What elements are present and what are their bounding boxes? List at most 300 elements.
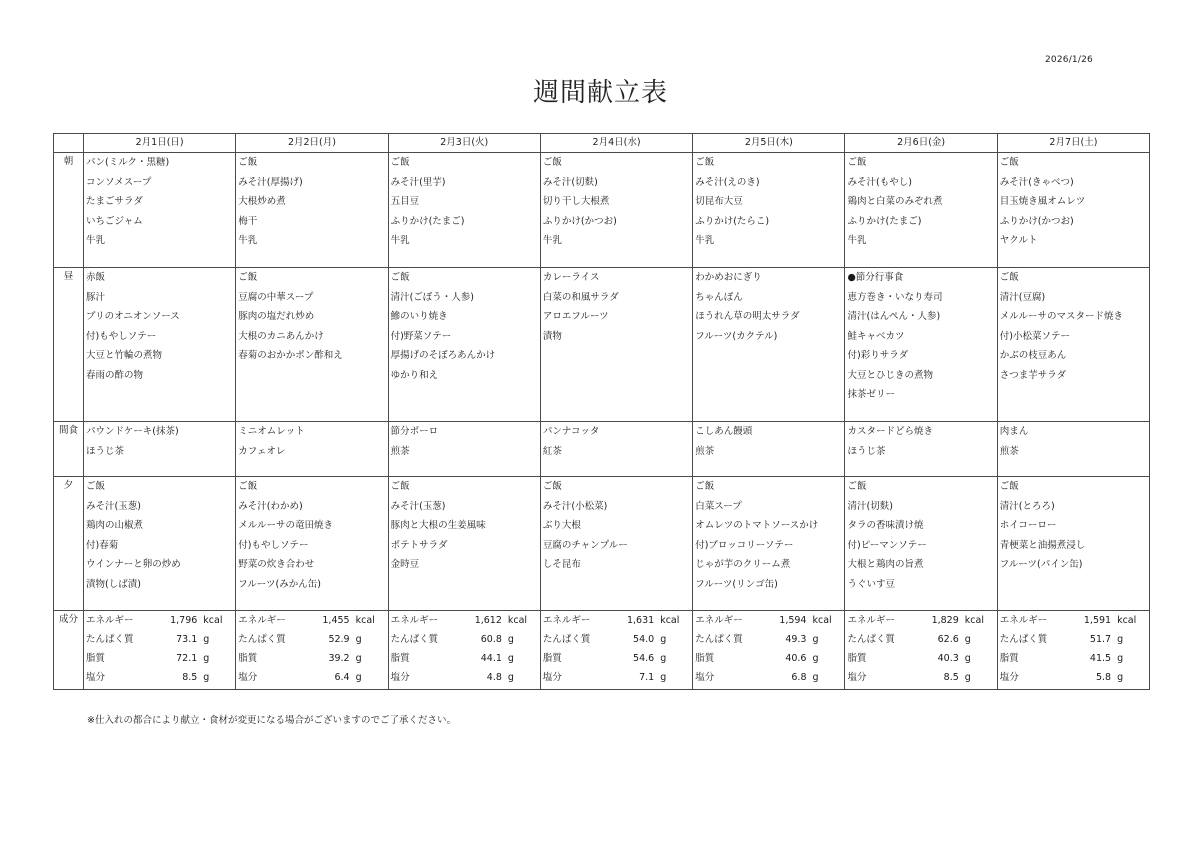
- nutrient-value: 52.9: [328, 634, 350, 645]
- dinner-row: [54, 477, 1150, 611]
- nutrient-value: 7.1: [639, 672, 655, 683]
- nutrient-name: たんぱく質: [390, 634, 439, 645]
- corner-cell: [54, 134, 84, 153]
- nutrient-line: [1000, 632, 1145, 651]
- nutrient-line: [238, 613, 383, 632]
- nutrient-name: 脂質: [86, 653, 106, 664]
- dish-item: 清汁(はんぺん・人参): [847, 311, 941, 322]
- nutrient-unit: g: [355, 653, 362, 664]
- dish-item: ご飯: [86, 481, 106, 492]
- dinner-label: 夕: [54, 477, 84, 611]
- dish-item: 漬物(しば漬): [86, 578, 141, 590]
- dish-item: 青梗菜と油揚煮浸し: [999, 539, 1086, 551]
- dish-item: 清汁(豆腐): [999, 291, 1046, 303]
- nutrient-unit: g: [1117, 634, 1124, 645]
- lunch-cell: [845, 268, 997, 422]
- dish-item: 付)ピーマンソテー: [847, 539, 927, 551]
- footer-note: ※仕入れの都合により献立・食材が変更になる場合がございますのでご了承ください。: [87, 715, 456, 726]
- dish-item: カスタードどら焼き: [847, 426, 933, 437]
- dish-item: ご飯: [999, 272, 1019, 283]
- dish-item: ふりかけ(たまご): [847, 215, 922, 227]
- dish-item: 白菜の和風サラダ: [542, 291, 619, 303]
- dinner-cell: [997, 477, 1149, 611]
- dish-item: ホイコーロー: [999, 520, 1057, 531]
- nutrient-line: [695, 613, 840, 632]
- dish-item: わかめおにぎり: [695, 272, 762, 283]
- nutrient-value: 1,594: [779, 615, 807, 626]
- nutrient-line: [1000, 613, 1145, 632]
- nutrient-line: [847, 670, 992, 689]
- nutrition-cell: [84, 611, 236, 690]
- dish-list: [541, 268, 692, 348]
- dish-item: 牛乳: [542, 235, 562, 246]
- dish-item: 厚揚げのそぼろあんかけ: [390, 350, 496, 361]
- snack-cell: [388, 422, 540, 477]
- dish-item: ほうじ茶: [86, 445, 125, 457]
- dish-item: メルルーサのマスタード焼き: [999, 311, 1124, 322]
- nutrient-line: [86, 613, 231, 632]
- nutrient-line: [695, 651, 840, 670]
- dish-list: [236, 477, 387, 596]
- nutrient-unit: g: [507, 634, 514, 645]
- nutrient-line: [543, 613, 688, 632]
- snack-cell: [84, 422, 236, 477]
- nutrition-row: [54, 611, 1150, 690]
- dish-item: ご飯: [238, 272, 258, 283]
- dish-item: ふりかけ(かつお): [542, 215, 617, 227]
- dish-item: ちゃんぽん: [695, 291, 743, 303]
- dish-item: ご飯: [999, 157, 1019, 168]
- dish-item: ブリのオニオンソース: [86, 311, 180, 322]
- breakfast-cell: [845, 153, 997, 268]
- nutrient-line: [847, 651, 992, 670]
- dish-item: 大根炒め煮: [238, 196, 286, 207]
- dish-item: 野菜の炊き合わせ: [238, 559, 315, 570]
- dish-item: ご飯: [542, 481, 562, 492]
- dish-item: さつま芋サラダ: [999, 369, 1067, 381]
- nutrient-name: エネルギー: [238, 615, 286, 626]
- dish-item: パン(ミルク・黒糖): [86, 157, 170, 168]
- nutrient-line: [543, 632, 688, 651]
- lunch-label: 昼: [54, 268, 84, 422]
- dish-item: ゆかり和え: [390, 369, 439, 381]
- dish-list: [998, 268, 1149, 387]
- nutrient-value: 60.8: [480, 634, 502, 645]
- dish-item: 大根のカニあんかけ: [238, 330, 324, 342]
- breakfast-cell: [388, 153, 540, 268]
- nutrient-name: エネルギー: [695, 615, 743, 626]
- dish-item: 恵方巻き・いなり寿司: [847, 291, 943, 303]
- dish-list: [693, 422, 844, 463]
- nutrient-line: [543, 651, 688, 670]
- dish-item: 付)小松菜ソテー: [999, 330, 1070, 342]
- nutrient-line: [86, 632, 231, 651]
- dish-list: [236, 153, 387, 253]
- nutrient-line: [543, 670, 688, 689]
- dish-item: 付)彩りサラダ: [847, 350, 909, 361]
- nutrient-name: 塩分: [999, 672, 1019, 683]
- snack-cell: [540, 422, 692, 477]
- nutrient-name: 塩分: [847, 672, 867, 683]
- day-header: 2月2日(月): [236, 134, 388, 153]
- weekly-menu-table: [53, 133, 1150, 690]
- nutrient-value: 1,455: [322, 615, 350, 626]
- dish-item: ふりかけ(かつお): [999, 215, 1074, 227]
- dish-item: みそ汁(わかめ): [238, 500, 303, 512]
- dish-item: みそ汁(玉葱): [86, 500, 141, 512]
- nutrition-label: 成分: [54, 611, 84, 690]
- lunch-cell: [997, 268, 1149, 422]
- nutrient-value: 8.5: [943, 672, 959, 683]
- lunch-cell: [388, 268, 540, 422]
- nutrient-value: 5.8: [1095, 672, 1112, 683]
- dish-item: 春雨の酢の物: [86, 369, 144, 381]
- dish-item: カフェオレ: [238, 445, 286, 457]
- dish-item: 白菜スープ: [695, 500, 742, 512]
- dish-item: 煎茶: [999, 445, 1019, 457]
- snack-cell: [693, 422, 845, 477]
- lunch-cell: [693, 268, 845, 422]
- nutrient-name: 塩分: [542, 672, 562, 683]
- dish-item: 金時豆: [390, 559, 420, 570]
- dish-list: [693, 153, 844, 253]
- dish-item: 鶏肉の山椒煮: [86, 520, 144, 531]
- breakfast-cell: [997, 153, 1149, 268]
- dish-item: 牛乳: [695, 235, 715, 246]
- nutrient-unit: g: [812, 672, 819, 683]
- snack-cell: [845, 422, 997, 477]
- dish-list: [389, 153, 540, 253]
- dish-item: ご飯: [390, 272, 410, 283]
- dish-item: ほうじ茶: [847, 445, 886, 457]
- dish-item: みそ汁(もやし): [847, 176, 912, 188]
- nutrient-unit: kcal: [507, 615, 528, 626]
- nutrient-unit: kcal: [355, 615, 375, 626]
- dish-item: ご飯: [390, 157, 410, 168]
- dish-list: [389, 268, 540, 387]
- breakfast-cell: [540, 153, 692, 268]
- nutrient-name: たんぱく質: [695, 634, 743, 645]
- nutrient-unit: g: [964, 634, 971, 645]
- nutrient-value: 1,612: [474, 615, 502, 626]
- nutrient-unit: g: [812, 653, 819, 664]
- nutrient-name: たんぱく質: [86, 634, 134, 645]
- dish-item: ふりかけ(たらこ): [695, 215, 770, 227]
- dish-item: みそ汁(里芋): [390, 176, 446, 188]
- dish-item: 豆腐のチャンプルー: [542, 539, 628, 551]
- nutrient-name: 脂質: [542, 653, 562, 664]
- dish-item: 大豆と竹輪の煮物: [86, 350, 163, 361]
- dish-item: 牛乳: [238, 235, 258, 246]
- dish-item: 大豆とひじきの煮物: [847, 369, 933, 381]
- nutrient-unit: g: [203, 653, 210, 664]
- dish-item: 牛乳: [390, 235, 410, 246]
- nutrient-line: [391, 613, 536, 632]
- snack-cell: [236, 422, 388, 477]
- dish-list: [84, 477, 235, 596]
- nutrient-line: [1000, 670, 1145, 689]
- snack-cell: [997, 422, 1149, 477]
- nutrient-name: 脂質: [999, 653, 1019, 664]
- dish-list: [845, 422, 996, 463]
- nutrient-value: 72.1: [176, 653, 198, 664]
- dish-item: 付)もやしソテー: [238, 539, 309, 551]
- snack-row: [54, 422, 1150, 477]
- dish-item: ご飯: [390, 481, 410, 492]
- dish-item: 切り干し大根煮: [542, 196, 610, 207]
- dish-item: みそ汁(玉葱): [390, 500, 446, 512]
- dish-list: [998, 153, 1149, 253]
- dish-item: しそ昆布: [542, 559, 581, 570]
- dish-list: [84, 153, 235, 253]
- nutrient-line: [391, 670, 536, 689]
- dish-item: ご飯: [847, 481, 867, 492]
- dish-item: パンナコッタ: [542, 426, 600, 437]
- dinner-cell: [236, 477, 388, 611]
- dish-item: 節分ボーロ: [390, 426, 439, 437]
- dish-item: ミニオムレット: [238, 426, 305, 437]
- nutrient-line: [238, 632, 383, 651]
- nutrient-unit: kcal: [1117, 615, 1137, 626]
- dish-item: 春菊のおかかポン酢和え: [238, 350, 343, 361]
- nutrient-unit: g: [355, 672, 362, 683]
- nutrient-unit: g: [1117, 653, 1124, 664]
- dish-item: ご飯: [999, 481, 1019, 492]
- nutrient-name: たんぱく質: [238, 634, 286, 645]
- nutrition-cell: [997, 611, 1149, 690]
- nutrient-name: 塩分: [238, 672, 258, 683]
- dish-item: ポテトサラダ: [390, 539, 448, 551]
- nutrient-line: [391, 651, 536, 670]
- dish-item: 鰺のいり焼き: [390, 311, 448, 322]
- dish-item: 梅干: [238, 215, 258, 227]
- dish-item: 漬物: [542, 330, 562, 342]
- nutrient-value: 39.2: [328, 653, 350, 664]
- nutrient-unit: g: [355, 634, 362, 645]
- nutrient-name: たんぱく質: [542, 634, 591, 645]
- nutrient-line: [238, 670, 383, 689]
- dish-list: [541, 422, 692, 463]
- nutrient-value: 40.3: [937, 653, 959, 664]
- dinner-cell: [693, 477, 845, 611]
- nutrient-value: 44.1: [480, 653, 502, 664]
- dish-item: 紅茶: [542, 445, 562, 457]
- day-header: 2月3日(火): [388, 134, 540, 153]
- nutrient-value: 1,829: [931, 615, 959, 626]
- nutrient-line: [847, 632, 992, 651]
- nutrient-unit: g: [964, 653, 971, 664]
- dish-item: 清汁(ごぼう・人参): [390, 291, 475, 303]
- nutrient-line: [238, 651, 383, 670]
- nutrient-unit: kcal: [964, 615, 984, 626]
- nutrient-unit: g: [203, 672, 210, 683]
- dish-item: うぐいす豆: [847, 578, 895, 590]
- dish-item: 牛乳: [86, 235, 106, 246]
- dinner-cell: [845, 477, 997, 611]
- dish-item: 豚肉と大根の生姜風味: [390, 520, 486, 531]
- nutrient-unit: g: [660, 653, 667, 664]
- dish-item: ご飯: [695, 481, 715, 492]
- dish-item: 五目豆: [390, 196, 420, 207]
- dish-item: いちごジャム: [86, 215, 143, 227]
- dish-list: [236, 268, 387, 368]
- nutrition-cell: [693, 611, 845, 690]
- dish-item: アロエフルーツ: [542, 311, 609, 322]
- dish-item: オムレツのトマトソースかけ: [695, 520, 819, 531]
- nutrient-name: 塩分: [695, 672, 715, 683]
- nutrient-line: [695, 670, 840, 689]
- lunch-row: [54, 268, 1150, 422]
- nutrient-unit: g: [1117, 672, 1124, 683]
- lunch-cell: [236, 268, 388, 422]
- nutrient-unit: g: [507, 672, 514, 683]
- dish-list: [845, 153, 996, 253]
- dish-list: [236, 422, 387, 463]
- nutrient-unit: g: [964, 672, 971, 683]
- dish-item: 肉まん: [999, 426, 1029, 437]
- nutrient-line: [847, 613, 992, 632]
- nutrient-unit: kcal: [203, 615, 223, 626]
- day-header: 2月6日(金): [845, 134, 997, 153]
- nutrient-name: エネルギー: [542, 615, 591, 626]
- dish-item: フルーツ(みかん缶): [238, 578, 321, 590]
- dish-list: [998, 422, 1149, 463]
- dish-item: 抹茶ゼリー: [847, 389, 895, 400]
- breakfast-cell: [693, 153, 845, 268]
- nutrient-unit: kcal: [660, 615, 680, 626]
- dish-list: [541, 477, 692, 577]
- dish-item: ご飯: [238, 157, 258, 168]
- nutrient-value: 49.3: [785, 634, 807, 645]
- nutrition-cell: [845, 611, 997, 690]
- page-title: 週間献立表: [532, 78, 668, 108]
- dish-item: みそ汁(えのき): [695, 176, 760, 188]
- nutrient-name: エネルギー: [999, 615, 1048, 626]
- breakfast-label: 朝: [54, 153, 84, 268]
- lunch-cell: [84, 268, 236, 422]
- dish-item: みそ汁(切麩): [542, 176, 598, 188]
- nutrient-value: 6.8: [791, 672, 807, 683]
- nutrient-name: 脂質: [238, 653, 258, 664]
- dish-item: ご飯: [847, 157, 867, 168]
- nutrient-name: たんぱく質: [999, 634, 1048, 645]
- nutrient-name: 脂質: [695, 653, 715, 664]
- day-header: 2月5日(木): [693, 134, 845, 153]
- dinner-cell: [84, 477, 236, 611]
- issue-date: 2026/1/26: [1045, 55, 1093, 65]
- nutrient-value: 1,796: [170, 615, 198, 626]
- dish-list: [389, 477, 540, 577]
- dish-item: 煎茶: [390, 445, 410, 457]
- dish-item: ●節分行事食: [847, 272, 904, 283]
- dish-item: 付)野菜ソテー: [390, 330, 452, 342]
- nutrient-name: 塩分: [390, 672, 410, 683]
- lunch-cell: [540, 268, 692, 422]
- nutrient-value: 8.5: [182, 672, 198, 683]
- dinner-cell: [388, 477, 540, 611]
- nutrient-value: 1,631: [626, 615, 655, 626]
- dish-item: ウインナーと卵の炒め: [86, 559, 181, 570]
- nutrient-name: エネルギー: [847, 615, 895, 626]
- dish-list: [693, 268, 844, 348]
- nutrient-name: エネルギー: [390, 615, 439, 626]
- dish-item: 付)もやしソテー: [86, 330, 157, 342]
- nutrient-value: 6.4: [334, 672, 350, 683]
- nutrition-cell: [388, 611, 540, 690]
- dish-item: 付)ブロッコリーソテー: [695, 539, 794, 551]
- dish-item: 豚肉の塩だれ炒め: [238, 311, 315, 322]
- dish-item: 豆腐の中華スープ: [238, 291, 314, 303]
- breakfast-cell: [84, 153, 236, 268]
- dish-item: 煎茶: [695, 445, 715, 457]
- nutrient-name: 脂質: [847, 653, 867, 664]
- dish-list: [998, 477, 1149, 577]
- dish-item: 大根と鶏肉の旨煮: [847, 559, 924, 570]
- day-header: 2月4日(水): [540, 134, 692, 153]
- dish-item: 清汁(切麩): [847, 500, 893, 512]
- day-header: 2月1日(日): [84, 134, 236, 153]
- nutrient-value: 4.8: [486, 672, 502, 683]
- nutrient-line: [695, 632, 840, 651]
- nutrient-name: エネルギー: [86, 615, 134, 626]
- nutrient-unit: g: [660, 634, 667, 645]
- dish-item: ふりかけ(たまご): [390, 215, 465, 227]
- dish-item: ご飯: [542, 157, 562, 168]
- nutrient-unit: g: [660, 672, 667, 683]
- dish-item: 目玉焼き風オムレツ: [999, 196, 1086, 207]
- dish-item: みそ汁(小松菜): [542, 500, 608, 512]
- nutrient-unit: g: [507, 653, 514, 664]
- dish-item: みそ汁(厚揚げ): [238, 176, 303, 188]
- dish-item: ご飯: [238, 481, 258, 492]
- nutrient-line: [86, 670, 231, 689]
- dish-item: じゃが芋のクリーム煮: [695, 559, 791, 570]
- nutrient-value: 54.0: [633, 634, 655, 645]
- dish-item: フルーツ(パイン缶): [999, 559, 1083, 570]
- dish-list: [845, 477, 996, 596]
- breakfast-row: [54, 153, 1150, 268]
- dish-item: コンソメスープ: [86, 176, 152, 188]
- dish-item: タラの香味漬け焼: [847, 520, 924, 531]
- dish-item: 牛乳: [847, 235, 867, 246]
- dish-list: [541, 153, 692, 253]
- dish-item: 豚汁: [86, 291, 106, 303]
- dish-item: こしあん饅頭: [695, 426, 753, 437]
- nutrient-value: 62.6: [937, 634, 959, 645]
- dish-item: ご飯: [695, 157, 715, 168]
- day-header-row: [54, 134, 1150, 153]
- dish-item: 赤飯: [86, 272, 106, 283]
- dish-list: [84, 268, 235, 387]
- nutrient-line: [1000, 651, 1145, 670]
- nutrient-value: 54.6: [633, 653, 655, 664]
- dish-item: かぶの枝豆あん: [999, 350, 1067, 361]
- nutrient-unit: kcal: [812, 615, 832, 626]
- dish-item: 切昆布大豆: [695, 196, 743, 207]
- nutrition-cell: [236, 611, 388, 690]
- dish-item: みそ汁(きゃべつ): [999, 176, 1074, 188]
- dish-item: ぶり大根: [542, 520, 581, 531]
- dish-item: メルルーサの竜田焼き: [238, 520, 334, 531]
- nutrient-line: [86, 651, 231, 670]
- nutrient-value: 41.5: [1089, 653, 1112, 664]
- dinner-cell: [540, 477, 692, 611]
- nutrient-unit: g: [203, 634, 210, 645]
- dish-item: 鮭キャベカツ: [847, 330, 905, 342]
- dish-item: パウンドケーキ(抹茶): [86, 426, 179, 437]
- breakfast-cell: [236, 153, 388, 268]
- dish-item: 清汁(とろろ): [999, 500, 1055, 512]
